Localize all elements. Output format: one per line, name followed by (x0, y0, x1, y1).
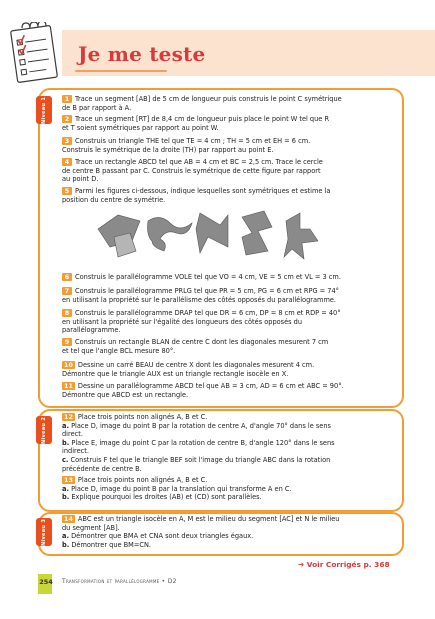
exercise-number: 8 (62, 309, 72, 317)
exercise-5: 5 Parmi les figures ci-dessous, indique lesquelles sont symétriques et estime la position du centre de symétrie. (62, 187, 331, 204)
figure-c (196, 213, 228, 253)
exercise-number: 9 (62, 338, 72, 346)
exercise-10: 10 Dessine un carré BEAU de centre X dont les diagonales mesurent 4 cm. Démontre que le triangle AUX est un triangle rectangle isocèle en X. (62, 361, 315, 378)
niveau-1-tab: Niveau 1 (36, 96, 52, 124)
exercise-number: 13 (64, 476, 73, 484)
exercise-6: 6 Construis le parallélogramme VOLE tel que VO = 4 cm, VE = 5 cm et VL = 3 cm. (62, 273, 390, 282)
exercise-number: 7 (62, 287, 72, 295)
exercise-4: 4 Trace un rectangle ABCD tel que AB = 4 cm et BC = 2,5 cm. Trace le cercle de centre B passant par C. Construis le symétrique de cette figure par rapport au point D. (62, 158, 323, 184)
exercise-number: 5 (62, 187, 72, 195)
exercise-number: 10 (64, 361, 73, 369)
exercise-number: 14 (64, 515, 73, 523)
corriges-link[interactable]: ➔ Voir Corrigés p. 368 (298, 560, 390, 569)
exercise-number: 1 (62, 95, 72, 103)
title-underline (75, 70, 167, 72)
clipboard-checklist-icon (6, 22, 64, 86)
figure-d (242, 211, 272, 255)
exercise-8: 8 Construis le parallélogramme DRAP tel que DR = 6 cm, DP = 8 cm et RDP = 40° en utilisant la propriété sur l'égalité des longueurs des côtés opposés du parallélogramme. (62, 309, 341, 335)
figure-e (284, 213, 318, 259)
header (0, 22, 435, 80)
exercise-7: 7 Construis le parallélogramme PRLG tel que PR = 5 cm, PG = 6 cm et RPG = 74° en utilisant la propriété sur le parallélisme des côtés opposés du parallélogramme. (62, 287, 339, 304)
exercise-2: 2 Trace un segment [RT] de 8,4 cm de longueur puis place le point W tel que R et T soient symétriques par rapport au point W. (62, 115, 330, 132)
exercise-14: 14 ABC est un triangle isocèle en A, M est le milieu du segment [AC] et N le milieu du segment [AB]. a. Démontrer que BMA et CNA sont deux triangles égaux. b. Démontrer que BM=CN. (62, 515, 340, 549)
exercise-number: 12 (64, 413, 73, 421)
exercise-number: 11 (64, 382, 73, 390)
exercise-1: 1 Trace un segment [AB] de 5 cm de longueur puis construis le point C symétrique de B par rapport à A. (62, 95, 342, 112)
exercise-3: 3 Construis un triangle THE tel que TE = 4 cm ; TH = 5 cm et EH = 6 cm. Construis le symétrique de la droite (TH) par rapport au point E. (62, 137, 311, 154)
exercise-11: 11 Dessine un parallélogramme ABCD tel que AB = 3 cm, AD = 6 cm et ABC = 90°. Démontre que ABCD est un rectangle. (62, 382, 344, 399)
exercise-9: 9 Construis un rectangle BLAN de centre C dont les diagonales mesurent 7 cm et tel que l'angle BCL mesure 80°. (62, 338, 329, 355)
page-number: 254 (39, 578, 53, 586)
exercise-number: 3 (62, 137, 72, 145)
figure-b (148, 217, 193, 251)
exercise-number: 2 (62, 115, 72, 123)
page-title: Je me teste (78, 42, 206, 66)
exercise-number: 4 (62, 158, 72, 166)
symmetry-figures (96, 207, 336, 269)
footer-chapter: Transformation et parallélogramme • D2 (62, 578, 177, 585)
exercise-13: 13 Place trois points non alignés A, B et C. a. Place D, image du point B par la translation qui transforme A en C. b. Explique pourquoi les droites (AB) et (CD) sont parallèles. (62, 476, 292, 502)
niveau-3-tab: Niveau 3 (36, 518, 52, 546)
exercise-12: 12 Place trois points non alignés A, B et C. a. Place D, image du point B par la rotation de centre A, d'angle 70° dans le sens direct. b. Place E, image du point C par la rotation de centre B, d'angle 120° dans le sens indirect. c. Construis F tel que le triangle BEF soit l'image du triangle ABC dans la rotation précédente de centre B. (62, 413, 335, 473)
niveau-2-tab: Niveau 2 (36, 416, 52, 444)
exercise-number: 6 (62, 273, 72, 281)
